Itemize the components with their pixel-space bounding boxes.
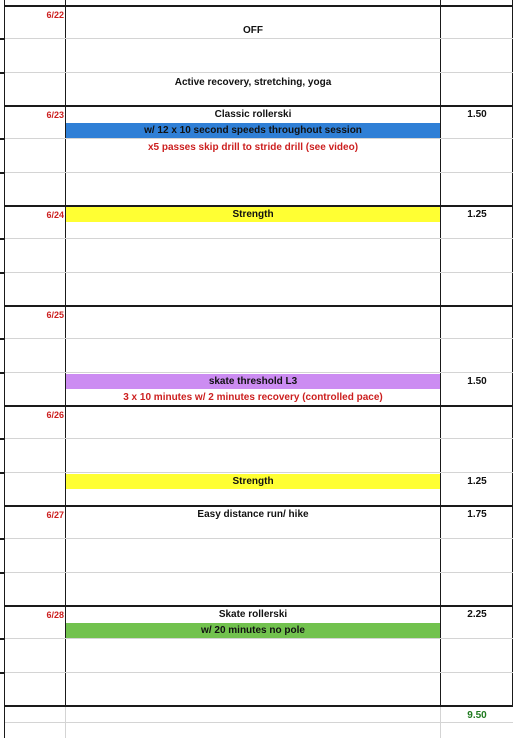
- hours-cell[interactable]: 1.75: [467, 509, 487, 520]
- activity-cell[interactable]: Easy distance run/ hike: [197, 509, 309, 520]
- activity-note-cell[interactable]: x5 passes skip drill to stride drill (see video): [147, 142, 359, 153]
- total-hours-cell[interactable]: 9.50: [467, 710, 487, 721]
- hours-cell[interactable]: 1.50: [467, 109, 487, 120]
- date-cell[interactable]: 6/26: [46, 410, 64, 420]
- hours-cell[interactable]: 2.25: [467, 609, 487, 620]
- date-cell[interactable]: 6/25: [46, 310, 64, 320]
- activity-note-cell[interactable]: 3 x 10 minutes w/ 2 minutes recovery (controlled pace): [123, 392, 383, 403]
- left-column-strip: [0, 0, 5, 738]
- activity-cell[interactable]: OFF: [243, 25, 263, 36]
- activity-cell[interactable]: w/ 12 x 10 second speeds throughout session: [144, 125, 362, 136]
- hours-cell[interactable]: 1.50: [467, 376, 487, 387]
- activity-cell[interactable]: skate threshold L3: [208, 376, 298, 387]
- activity-cell[interactable]: Skate rollerski: [218, 609, 288, 620]
- activity-cell[interactable]: Active recovery, stretching, yoga: [174, 77, 332, 88]
- activity-cell[interactable]: Strength: [232, 209, 274, 220]
- activity-cell[interactable]: w/ 20 minutes no pole: [201, 625, 305, 636]
- activity-cell[interactable]: Strength: [232, 476, 274, 487]
- date-cell[interactable]: 6/28: [46, 610, 64, 620]
- date-cell[interactable]: 6/27: [46, 510, 64, 520]
- hours-cell[interactable]: 1.25: [467, 209, 487, 220]
- hours-cell[interactable]: 1.25: [467, 476, 487, 487]
- activity-cell[interactable]: Classic rollerski: [214, 109, 292, 120]
- date-cell[interactable]: 6/22: [46, 10, 64, 20]
- date-cell[interactable]: 6/24: [46, 210, 64, 220]
- date-cell[interactable]: 6/23: [46, 110, 64, 120]
